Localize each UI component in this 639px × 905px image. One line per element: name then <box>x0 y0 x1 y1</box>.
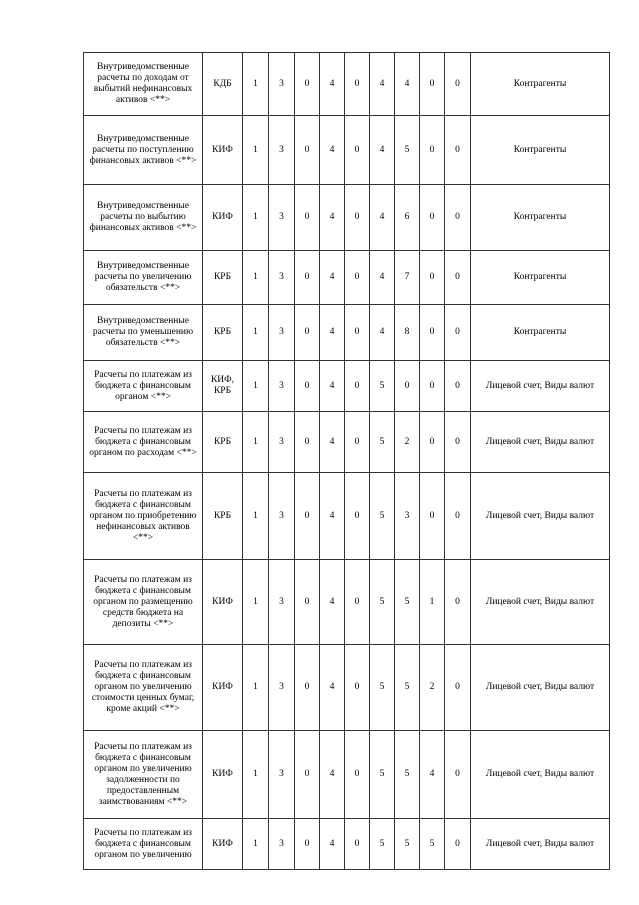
digit-cell: 1 <box>243 731 269 819</box>
digit-cell: 0 <box>445 819 471 870</box>
digit-cell: 5 <box>370 560 395 645</box>
table-row <box>84 819 610 870</box>
digit-cell: 5 <box>420 819 445 870</box>
digit-cell: 4 <box>370 53 395 116</box>
digit-cell: 0 <box>445 116 471 185</box>
account-name-cell: Внутриведомственные расчеты по уменьшению обязательств <**> <box>84 305 203 361</box>
table-row <box>84 560 610 645</box>
digit-cell: 3 <box>269 560 295 645</box>
digit-cell: 4 <box>370 305 395 361</box>
account-name-cell: Расчеты по платежам из бюджета с финансовым органом по расходам <**> <box>84 412 203 473</box>
analytics-cell: Контрагенты <box>471 185 610 251</box>
digit-cell: 0 <box>420 185 445 251</box>
digit-cell: 5 <box>395 116 420 185</box>
table-row <box>84 645 610 731</box>
digit-cell: 5 <box>370 819 395 870</box>
digit-cell: 5 <box>370 473 395 560</box>
digit-cell: 0 <box>445 473 471 560</box>
digit-cell: 0 <box>420 305 445 361</box>
digit-cell: 0 <box>420 473 445 560</box>
digit-cell: 0 <box>345 185 370 251</box>
code-cell: КДБ <box>203 53 243 116</box>
digit-cell: 0 <box>345 305 370 361</box>
table-row <box>84 53 610 116</box>
table-row <box>84 731 610 819</box>
digit-cell: 4 <box>370 185 395 251</box>
analytics-cell: Лицевой счет, Виды валют <box>471 473 610 560</box>
digit-cell: 3 <box>269 305 295 361</box>
digit-cell: 0 <box>295 560 320 645</box>
digit-cell: 0 <box>420 251 445 305</box>
digit-cell: 1 <box>243 412 269 473</box>
digit-cell: 0 <box>420 412 445 473</box>
digit-cell: 4 <box>320 361 345 412</box>
digit-cell: 0 <box>445 251 471 305</box>
digit-cell: 0 <box>445 560 471 645</box>
analytics-cell: Контрагенты <box>471 116 610 185</box>
digit-cell: 0 <box>445 731 471 819</box>
digit-cell: 0 <box>345 645 370 731</box>
digit-cell: 0 <box>445 305 471 361</box>
digit-cell: 4 <box>395 53 420 116</box>
account-name-cell: Внутриведомственные расчеты по поступлению финансовых активов <**> <box>84 116 203 185</box>
digit-cell: 3 <box>269 412 295 473</box>
digit-cell: 0 <box>445 185 471 251</box>
account-name-cell: Расчеты по платежам из бюджета с финансовым органом по приобретению нефинансовых активов <**> <box>84 473 203 560</box>
digit-cell: 3 <box>269 185 295 251</box>
account-name-cell: Расчеты по платежам из бюджета с финансовым органом по увеличению <box>84 819 203 870</box>
digit-cell: 3 <box>269 473 295 560</box>
digit-cell: 1 <box>243 53 269 116</box>
analytics-cell: Лицевой счет, Виды валют <box>471 560 610 645</box>
table-row <box>84 185 610 251</box>
digit-cell: 1 <box>420 560 445 645</box>
chart-of-accounts-table <box>83 52 610 870</box>
digit-cell: 0 <box>345 412 370 473</box>
digit-cell: 1 <box>243 473 269 560</box>
digit-cell: 1 <box>243 185 269 251</box>
analytics-cell: Контрагенты <box>471 251 610 305</box>
digit-cell: 0 <box>345 819 370 870</box>
digit-cell: 0 <box>295 305 320 361</box>
analytics-cell: Лицевой счет, Виды валют <box>471 645 610 731</box>
digit-cell: 1 <box>243 305 269 361</box>
digit-cell: 4 <box>320 473 345 560</box>
digit-cell: 6 <box>395 185 420 251</box>
digit-cell: 5 <box>395 819 420 870</box>
digit-cell: 1 <box>243 645 269 731</box>
digit-cell: 0 <box>345 731 370 819</box>
digit-cell: 0 <box>295 731 320 819</box>
digit-cell: 0 <box>295 819 320 870</box>
digit-cell: 0 <box>295 116 320 185</box>
digit-cell: 4 <box>420 731 445 819</box>
analytics-cell: Контрагенты <box>471 53 610 116</box>
digit-cell: 3 <box>395 473 420 560</box>
table-row <box>84 251 610 305</box>
code-cell: КРБ <box>203 251 243 305</box>
digit-cell: 1 <box>243 116 269 185</box>
account-name-cell: Расчеты по платежам из бюджета с финансовым органом по размещению средств бюджета на депозиты <**> <box>84 560 203 645</box>
account-name-cell: Расчеты по платежам из бюджета с финансовым органом по увеличению стоимости ценных бумаг, кроме акций <**> <box>84 645 203 731</box>
account-name-cell: Расчеты по платежам из бюджета с финансовым органом по увеличению задолженности по предоставленным заимствованиям <**> <box>84 731 203 819</box>
digit-cell: 7 <box>395 251 420 305</box>
code-cell: КИФ <box>203 560 243 645</box>
table-row <box>84 305 610 361</box>
digit-cell: 2 <box>395 412 420 473</box>
digit-cell: 5 <box>395 645 420 731</box>
account-name-cell: Внутриведомственные расчеты по выбытию финансовых активов <**> <box>84 185 203 251</box>
digit-cell: 0 <box>295 185 320 251</box>
digit-cell: 0 <box>395 361 420 412</box>
digit-cell: 4 <box>320 560 345 645</box>
account-name-cell: Расчеты по платежам из бюджета с финансовым органом <**> <box>84 361 203 412</box>
digit-cell: 5 <box>395 560 420 645</box>
digit-cell: 0 <box>295 473 320 560</box>
digit-cell: 0 <box>295 251 320 305</box>
digit-cell: 3 <box>269 53 295 116</box>
digit-cell: 0 <box>295 645 320 731</box>
digit-cell: 5 <box>370 361 395 412</box>
digit-cell: 5 <box>370 731 395 819</box>
code-cell: КРБ <box>203 473 243 560</box>
digit-cell: 3 <box>269 251 295 305</box>
digit-cell: 0 <box>445 53 471 116</box>
digit-cell: 0 <box>420 361 445 412</box>
digit-cell: 4 <box>320 185 345 251</box>
digit-cell: 4 <box>320 645 345 731</box>
account-name-cell: Внутриведомственные расчеты по доходам от выбытий нефинансовых активов <**> <box>84 53 203 116</box>
digit-cell: 3 <box>269 645 295 731</box>
digit-cell: 4 <box>370 116 395 185</box>
analytics-cell: Лицевой счет, Виды валют <box>471 361 610 412</box>
digit-cell: 0 <box>345 116 370 185</box>
digit-cell: 0 <box>445 412 471 473</box>
code-cell: КИФ <box>203 645 243 731</box>
digit-cell: 0 <box>345 251 370 305</box>
digit-cell: 0 <box>295 412 320 473</box>
digit-cell: 4 <box>320 251 345 305</box>
digit-cell: 4 <box>320 53 345 116</box>
digit-cell: 3 <box>269 819 295 870</box>
digit-cell: 0 <box>295 361 320 412</box>
digit-cell: 4 <box>370 251 395 305</box>
code-cell: КИФ <box>203 185 243 251</box>
analytics-cell: Лицевой счет, Виды валют <box>471 819 610 870</box>
analytics-cell: Лицевой счет, Виды валют <box>471 412 610 473</box>
code-cell: КИФ, КРБ <box>203 361 243 412</box>
digit-cell: 0 <box>445 645 471 731</box>
digit-cell: 1 <box>243 819 269 870</box>
digit-cell: 5 <box>370 412 395 473</box>
code-cell: КИФ <box>203 116 243 185</box>
table-row <box>84 412 610 473</box>
digit-cell: 5 <box>370 645 395 731</box>
digit-cell: 4 <box>320 819 345 870</box>
digit-cell: 0 <box>295 53 320 116</box>
digit-cell: 0 <box>420 53 445 116</box>
code-cell: КРБ <box>203 412 243 473</box>
digit-cell: 3 <box>269 361 295 412</box>
digit-cell: 0 <box>345 53 370 116</box>
digit-cell: 3 <box>269 731 295 819</box>
digit-cell: 4 <box>320 731 345 819</box>
digit-cell: 4 <box>320 412 345 473</box>
digit-cell: 0 <box>345 473 370 560</box>
digit-cell: 4 <box>320 305 345 361</box>
digit-cell: 0 <box>345 361 370 412</box>
table-row <box>84 473 610 560</box>
digit-cell: 0 <box>445 361 471 412</box>
digit-cell: 4 <box>320 116 345 185</box>
digit-cell: 3 <box>269 116 295 185</box>
account-name-cell: Внутриведомственные расчеты по увеличению обязательств <**> <box>84 251 203 305</box>
table-row <box>84 116 610 185</box>
digit-cell: 1 <box>243 560 269 645</box>
digit-cell: 1 <box>243 251 269 305</box>
analytics-cell: Лицевой счет, Виды валют <box>471 731 610 819</box>
code-cell: КИФ <box>203 731 243 819</box>
digit-cell: 2 <box>420 645 445 731</box>
digit-cell: 8 <box>395 305 420 361</box>
table-row <box>84 361 610 412</box>
digit-cell: 1 <box>243 361 269 412</box>
analytics-cell: Контрагенты <box>471 305 610 361</box>
digit-cell: 0 <box>345 560 370 645</box>
digit-cell: 5 <box>395 731 420 819</box>
code-cell: КИФ <box>203 819 243 870</box>
digit-cell: 0 <box>420 116 445 185</box>
code-cell: КРБ <box>203 305 243 361</box>
